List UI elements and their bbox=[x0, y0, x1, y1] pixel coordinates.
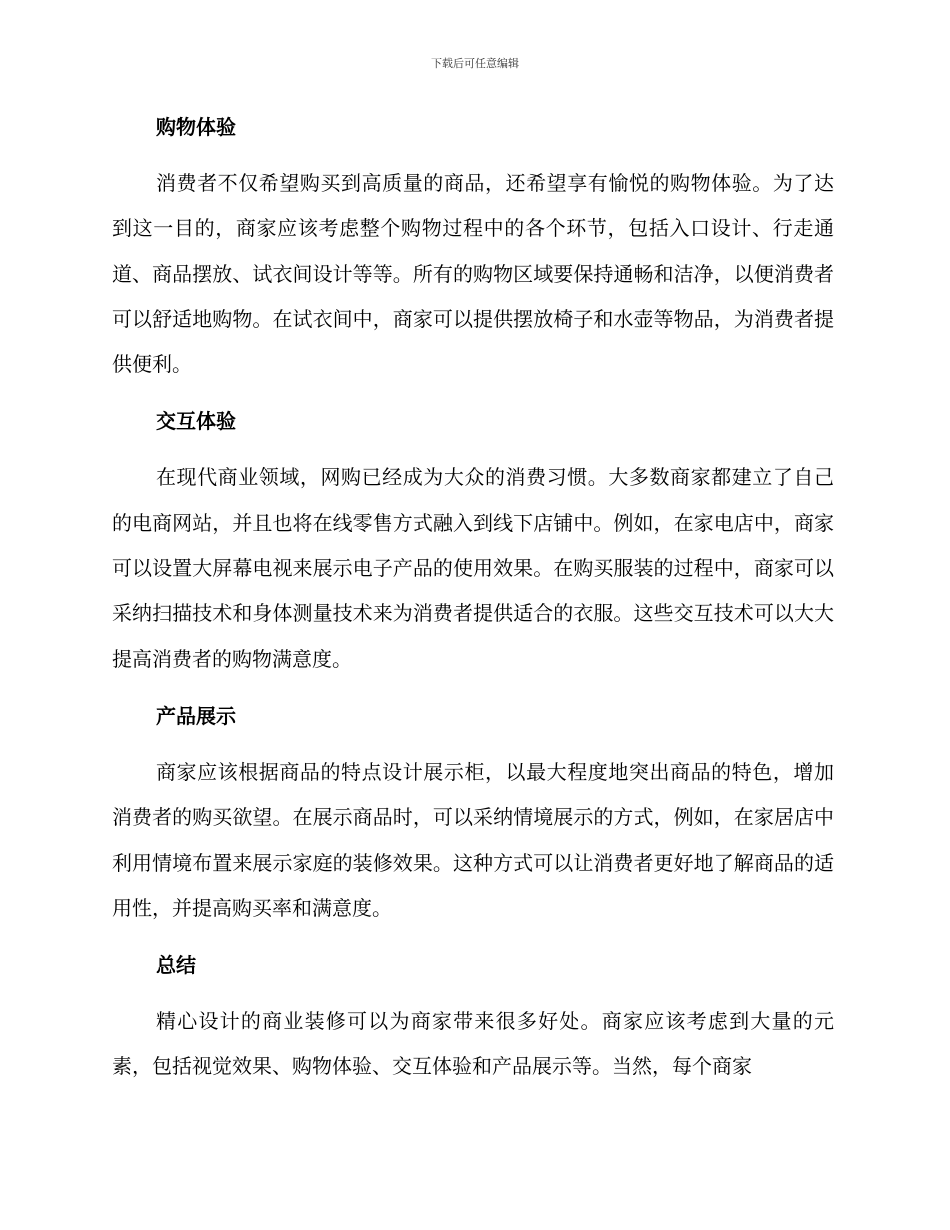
section-heading-shopping-experience: 购物体验 bbox=[156, 115, 236, 139]
section-heading-product-display: 产品展示 bbox=[156, 703, 236, 728]
section-paragraph-interaction-experience: 在现代商业领域，网购已经成为大众的消费习惯。大多数商家都建立了自己的电商网站，并且也将在线零售方式融入到线下店铺中。例如，在家电店中，商家可以设置大屏幕电视来展示电子产品的使用效果。在购买服装的过程中，商家可以采纳扫描技术和身体测量技术来为消费者提供适合的衣服。这些交互技术可以大大提高消费者的购物满意度。 bbox=[112, 465, 834, 671]
section-heading-interaction-experience: 交互体验 bbox=[156, 409, 236, 434]
section-paragraph-product-display: 商家应该根据商品的特点设计展示柜，以最大程度地突出商品的特色，增加消费者的购买欲望。在展示商品时，可以采纳情境展示的方式，例如，在家居店中利用情境布置来展示家庭的装修效果。这种方式可以让消费者更好地了解商品的适用性，并提高购买率和满意度。 bbox=[112, 759, 834, 920]
section-paragraph-summary: 精心设计的商业装修可以为商家带来很多好处。商家应该考虑到大量的元素，包括视觉效果、购物体验、交互体验和产品展示等。当然，每个商家 bbox=[112, 1009, 834, 1079]
section-paragraph-shopping-experience: 消费者不仅希望购买到高质量的商品，还希望享有愉悦的购物体验。为了达到这一目的，商家应该考虑整个购物过程中的各个环节，包括入口设计、行走通道、商品摆放、试衣间设计等等。所有的购物区域要保持通畅和洁净，以便消费者可以舒适地购物。在试衣间中，商家可以提供摆放椅子和水壶等物品，为消费者提供便利。 bbox=[112, 171, 834, 377]
page-header: 下载后可任意编辑 bbox=[431, 57, 519, 70]
document-body bbox=[112, 112, 834, 1090]
section-heading-summary: 总结 bbox=[156, 953, 196, 978]
